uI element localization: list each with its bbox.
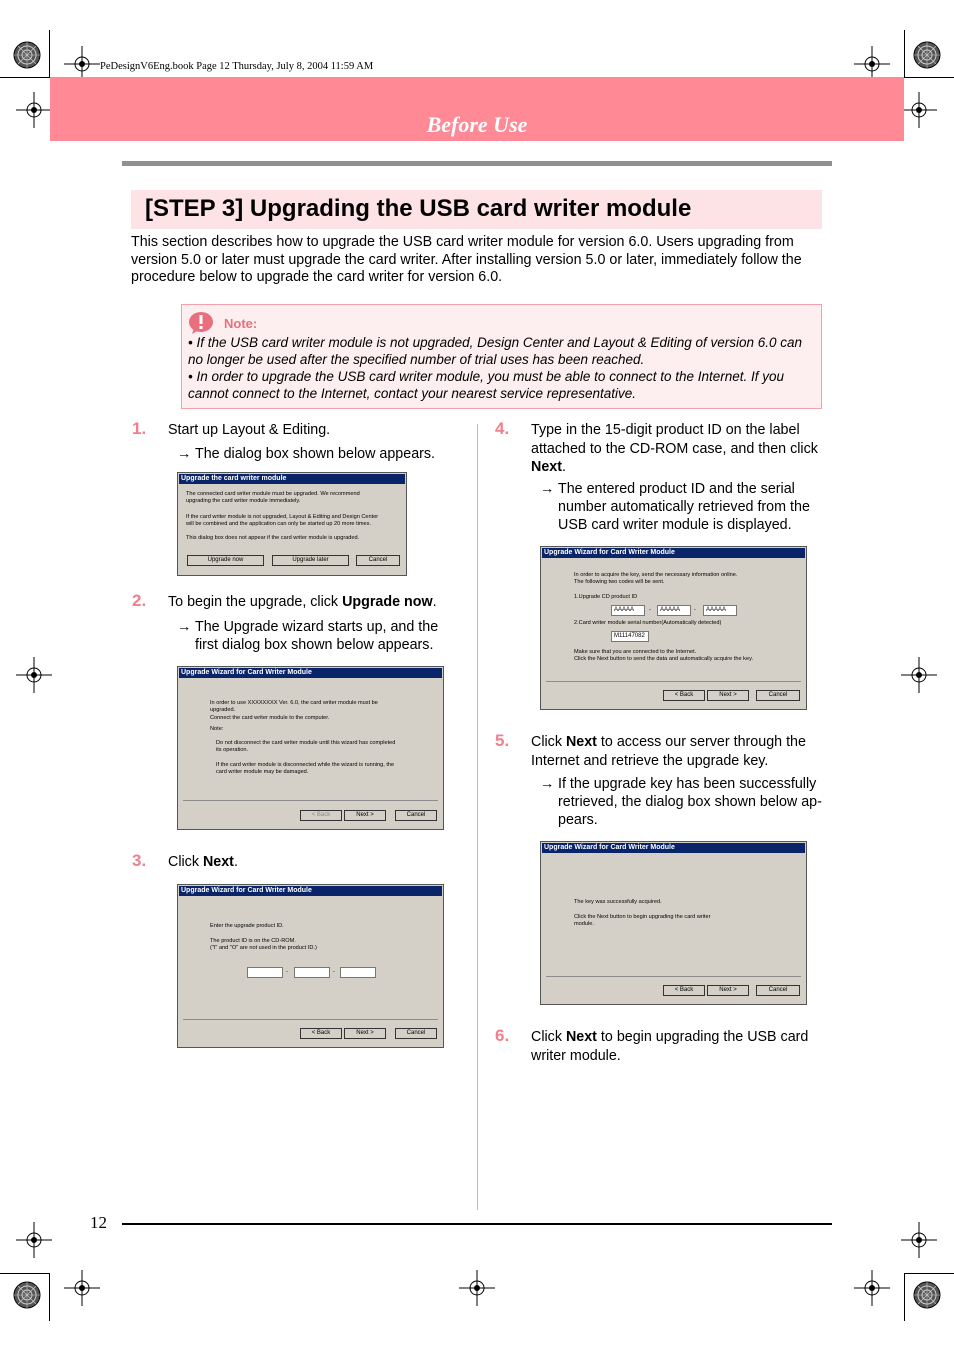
back-button[interactable]: < Back (300, 810, 342, 821)
dialog-acquire-key (540, 546, 807, 710)
field-dash: - (286, 969, 288, 975)
dialog-title: Upgrade the card writer module (179, 474, 405, 484)
next-button[interactable]: Next > (344, 1028, 386, 1039)
dialog-text: 2.Card writer module serial number(Automatically detected) (574, 620, 722, 626)
dialog-title: Upgrade Wizard for Card Writer Module (179, 668, 442, 678)
dialog-text: will be combined and the application can only be started up 20 more times. (186, 521, 372, 527)
page-number: 12 (90, 1213, 107, 1232)
step-5-result: If the upgrade key has been successfully retrieved, the dialog box shown below ap-pears. (558, 776, 822, 828)
dialog-enter-product-id (177, 884, 444, 1048)
field-dash: - (649, 607, 651, 613)
dialog-title: Upgrade Wizard for Card Writer Module (179, 886, 442, 896)
field-dash: - (333, 969, 335, 975)
step-number: 1. (132, 419, 147, 438)
column-divider (477, 424, 478, 1210)
product-id-field-3[interactable] (340, 967, 376, 978)
note-item: • In order to upgrade the USB card writer module, you must be able to connect to the Internet. If you cannot connect to the Internet, contact your nearest service representative. (188, 369, 785, 401)
note-icon (188, 311, 216, 335)
dialog-text: Click the Next button to begin upgrading the card writer (574, 914, 711, 920)
step-1-result: The dialog box shown below appears. (195, 446, 436, 462)
serial-number-field: M11147082 (611, 631, 649, 642)
next-button[interactable]: Next > (707, 690, 749, 701)
dialog-text: In order to use XXXXXXXX Ver. 6.0, the card writer module must be (210, 700, 378, 706)
dialog-text: This dialog box does not appear if the card writer module is upgraded. (186, 535, 360, 541)
product-id-field-1[interactable]: AAAAA (611, 605, 645, 616)
dialog-text: upgrading the card writer module immediately. (186, 498, 301, 504)
dialog-text: upgraded. (210, 707, 236, 713)
dialog-wizard-start (177, 666, 444, 830)
step-5-text: Click Next to access our server through the Internet and retrieve the upgrade key. (531, 734, 806, 769)
back-button[interactable]: < Back (300, 1028, 342, 1039)
step-number: 3. (132, 851, 147, 870)
upgrade-now-button[interactable]: Upgrade now (187, 555, 264, 566)
step-number: 6. (495, 1026, 510, 1045)
dialog-separator (183, 800, 438, 801)
cancel-button[interactable]: Cancel (395, 1028, 437, 1039)
step-1-text: Start up Layout & Editing. (168, 422, 331, 438)
footer-rule (122, 1223, 832, 1225)
dialog-text: The product ID is on the CD-ROM. (210, 938, 296, 944)
step-4-result: The entered product ID and the serial number automatically retrieved from the USB card writer module is displayed. (558, 481, 810, 533)
step-heading: [STEP 3] Upgrading the USB card writer module (145, 195, 692, 222)
dialog-text: Do not disconnect the card writer module until this wizard has completed (216, 740, 396, 746)
cancel-button[interactable]: Cancel (356, 555, 400, 566)
arrow-icon: → (540, 481, 555, 497)
step-2-text: To begin the upgrade, click Upgrade now. (168, 594, 437, 610)
product-id-field-1[interactable] (247, 967, 283, 978)
note-label: Note: (224, 316, 258, 331)
back-button[interactable]: < Back (663, 985, 705, 996)
intro-paragraph: This section describes how to upgrade the USB card writer module for version 6.0. Users upgrading from version 5.0 or later must upgrade the card writer. After installing version 5.0 or later, immediately follow the procedure below to upgrade the card writer for version 6.0. (131, 234, 802, 286)
dialog-text: If the card writer module is not upgraded, Layout & Editing and Design Center (186, 514, 379, 520)
dialog-separator (546, 976, 801, 977)
next-button[interactable]: Next > (344, 810, 386, 821)
arrow-icon: → (177, 619, 192, 635)
dialog-text: Enter the upgrade product ID. (210, 923, 284, 929)
dialog-key-acquired (540, 841, 807, 1005)
dialog-title: Upgrade Wizard for Card Writer Module (542, 843, 805, 853)
step-2-result: The Upgrade wizard starts up, and the first dialog box shown below appears. (195, 619, 439, 653)
upgrade-later-button[interactable]: Upgrade later (272, 555, 349, 566)
product-id-field-3[interactable]: AAAAA (703, 605, 737, 616)
dialog-text: The key was successfully acquired. (574, 899, 662, 905)
next-button[interactable]: Next > (707, 985, 749, 996)
dialog-text: Make sure that you are connected to the Internet. (574, 649, 697, 655)
field-dash: - (694, 607, 696, 613)
step-number: 4. (495, 419, 510, 438)
step-6-text: Click Next to begin upgrading the USB card writer module. (531, 1029, 809, 1064)
dialog-separator (183, 1019, 438, 1020)
cancel-button[interactable]: Cancel (756, 985, 800, 996)
dialog-text: The following two codes will be sent. (574, 579, 665, 585)
dialog-separator (546, 681, 801, 682)
cancel-button[interactable]: Cancel (756, 690, 800, 701)
cancel-button[interactable]: Cancel (395, 810, 437, 821)
dialog-text: ("I" and "O" are not used in the product ID.) (210, 945, 317, 951)
step-3-text: Click Next. (168, 854, 238, 870)
arrow-icon: → (540, 776, 555, 792)
dialog-text: Note: (210, 726, 224, 732)
dialog-text: card writer module may be damaged. (216, 769, 309, 775)
dialog-text: Connect the card writer module to the computer. (210, 715, 330, 721)
dialog-text: Click the Next button to send the data and automatically acquire the key. (574, 656, 753, 662)
dialog-upgrade-module (177, 472, 407, 576)
step-number: 5. (495, 731, 510, 750)
dialog-text: The connected card writer module must be upgraded. We recommend (186, 491, 360, 497)
print-book-line: PeDesignV6Eng.book Page 12 Thursday, July 8, 2004 11:59 AM (100, 61, 374, 72)
step-number: 2. (132, 591, 147, 610)
back-button[interactable]: < Back (663, 690, 705, 701)
dialog-text: module. (574, 921, 594, 927)
section-rule (122, 161, 832, 166)
product-id-field-2[interactable]: AAAAA (657, 605, 691, 616)
dialog-text: In order to acquire the key, send the necessary information online. (574, 572, 738, 578)
dialog-text: If the card writer module is disconnected while the wizard is running, the (216, 762, 395, 768)
dialog-text: its operation. (216, 747, 249, 753)
dialog-title: Upgrade Wizard for Card Writer Module (542, 548, 805, 558)
note-item: • If the USB card writer module is not upgraded, Design Center and Layout & Editing of version 6.0 can no longer be used after the specified number of trial uses has been reached. (188, 335, 803, 367)
section-title: Before Use (426, 112, 528, 137)
arrow-icon: → (177, 446, 192, 462)
product-id-field-2[interactable] (294, 967, 330, 978)
dialog-text: 1.Upgrade CD product ID (574, 594, 638, 600)
step-4-text: Type in the 15-digit product ID on the label attached to the CD-ROM case, and then click Next. (531, 422, 818, 476)
